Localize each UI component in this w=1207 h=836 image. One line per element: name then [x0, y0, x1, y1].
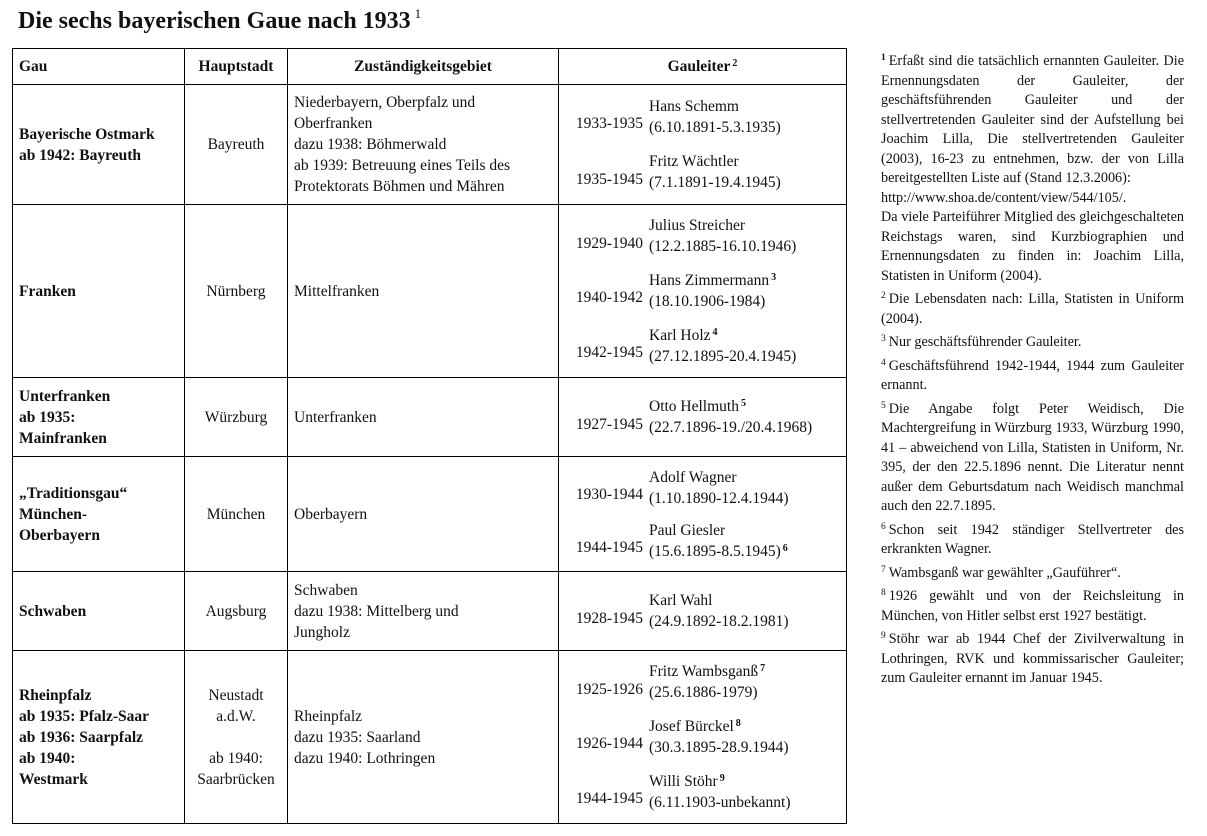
footnote-text: Erfaßt sind die tatsächlich ernannten Gauleiter. Die Ernennungsdaten der Gauleiter, der geschäftsführenden Gauleiter und der stellvertretenden Gauleiter sind der Aufstellung bei Joachim Lilla, Die stellvertretenden Gauleiter (2003), 16-23 zu entnehmen, bzw. der von Lilla bereitgestellten Liste auf (Stand 12.3.2006):: [881, 53, 1184, 186]
gauleiter-dates: (24.9.1892-18.2.1981): [649, 613, 789, 630]
gauleiter-dates-line: [649, 682, 846, 703]
hauptstadt-cell: [185, 205, 288, 378]
gauleiter-entry: [559, 661, 846, 703]
gauleiter-entry: [559, 96, 846, 138]
gauleiter-dates-line: [649, 236, 846, 257]
gauleiter-info: [649, 520, 846, 562]
table-row: [13, 572, 847, 651]
gebiet-cell-line: dazu 1940: Lothringen: [294, 749, 436, 767]
term-years: 1942-1945: [575, 344, 643, 362]
gauleiter-info: [649, 590, 846, 632]
hauptstadt-cell: [185, 651, 288, 824]
gau-cell: [13, 457, 185, 572]
gauleiter-dates: (25.6.1886-1979): [649, 684, 758, 702]
hauptstadt-cell-line: München: [206, 505, 266, 523]
gau-cell-line: ab 1940:: [19, 749, 76, 767]
gauleiter-name-line: [649, 716, 846, 737]
gauleiter-name: Otto Hellmuth: [649, 398, 739, 415]
term-years: 1944-1945: [575, 539, 643, 556]
gauleiter-dates: (6.10.1891-5.3.1935): [649, 118, 781, 136]
gau-cell-line: ab 1942: Bayreuth: [19, 146, 142, 164]
header-gebiet: Zuständigkeitsgebiet: [288, 49, 559, 85]
gauleiter-name-line: [649, 151, 846, 172]
gau-cell-line: Franken: [19, 282, 76, 300]
footnote-text: 1926 gewählt und von der Reichsleitung in München, von Hitler selbst erst 1927 bestätigt.: [881, 588, 1184, 624]
hauptstadt-cell: [185, 457, 288, 572]
gebiet-cell-line: Oberfranken: [294, 115, 373, 132]
footnote-number: 1: [881, 53, 886, 63]
hauptstadt-cell-line: Bayreuth: [207, 136, 265, 153]
gauleiter-dates: (27.12.1895-20.4.1945): [649, 347, 797, 365]
gau-cell-line: Mainfranken: [19, 429, 107, 447]
gebiet-cell: [288, 205, 559, 378]
gauleiter-name-line: [649, 325, 846, 346]
footnote-text: Die Angabe folgt Peter Weidisch, Die Machtergreifung in Würzburg 1933, Würzburg 1990, 41 – abweichend von Lilla, Statisten in Uniform, Nr. 395, der den 22.5.1896 nennt. Die Literatur nennt außer dem Geburtsdatum nach Weidisch manchmal auch den 22.7.1895.: [881, 400, 1184, 514]
footnote-number: 7: [881, 564, 886, 575]
gebiet-cell-line: Jungholz: [294, 623, 350, 641]
gau-cell: [13, 205, 185, 378]
gebiet-cell-line: dazu 1938: Mittelberg und: [294, 602, 459, 620]
gauleiter-dates-line: [649, 737, 846, 758]
term-years: 1935-1945: [575, 170, 643, 188]
gauleiter-name: Hans Schemm: [649, 97, 739, 115]
term-years: 1944-1945: [575, 790, 643, 808]
footnote-number: 8: [881, 588, 886, 598]
gauleiter-dates-line: [649, 346, 846, 367]
footnote-link[interactable]: http://www.shoa.de/content/view/544/105/.: [881, 189, 1127, 206]
hauptstadt-cell-line: a.d.W.: [216, 707, 256, 725]
term-years: 1930-1944: [575, 486, 643, 503]
gebiet-cell: [288, 651, 559, 824]
gauleiter-name-line: [649, 96, 846, 117]
gebiet-cell-line: dazu 1938: Böhmerwald: [294, 136, 447, 153]
hauptstadt-cell-line: ab 1940:: [209, 749, 263, 767]
gauleiter-name-line: [649, 661, 846, 682]
footnote-text-continued: Da viele Parteiführer Mitglied des gleichgeschalteten Reichstags waren, sind Kurzbiographien und Ernennungsdaten zu finden in: Joachim Lilla, Statisten in Uniform (2004).: [881, 209, 1184, 284]
footnote-number: 9: [881, 631, 886, 641]
gauleiter-name: Julius Streicher: [649, 217, 745, 235]
gauleiter-name-line: [649, 590, 846, 611]
footnote-text: Wambsganß war gewählter „Gauführer“.: [888, 564, 1121, 581]
gebiet-cell-line: Rheinpfalz: [294, 707, 363, 725]
footnote-text: Schon seit 1942 ständiger Stellvertreter des erkrankten Wagner.: [881, 521, 1184, 557]
gauleiter-dates-line: [649, 291, 846, 312]
gauleiter-name: Adolf Wagner: [649, 468, 737, 486]
gauleiter-dates-line: [649, 611, 846, 632]
gauleiter-name: Hans Zimmermann: [649, 271, 770, 289]
gau-cell: [13, 572, 185, 651]
header-gauleiter-text: Gauleiter: [667, 58, 731, 75]
gauleiter-info: [649, 270, 846, 312]
gauleiter-name: Fritz Wambsganß: [649, 663, 759, 681]
gau-cell-line: München-: [19, 505, 88, 523]
term-years: 1940-1942: [575, 289, 643, 307]
term-years: 1926-1944: [575, 735, 643, 753]
footnote-text: Die Lebensdaten nach: Lilla, Statisten in Uniform (2004).: [881, 291, 1184, 327]
footnote-2: [881, 290, 1184, 329]
gauleiter-cell: [559, 572, 847, 651]
footnote-5: [881, 400, 1184, 517]
gauleiter-info: [649, 96, 846, 138]
gauleiter-dates-line: [649, 172, 846, 193]
gaue-table: [12, 48, 847, 824]
footnote-ref: 7: [760, 663, 766, 675]
gau-cell-line: Oberbayern: [19, 526, 100, 544]
footnotes: [881, 52, 1184, 693]
footnote-number: 5: [881, 400, 886, 411]
gauleiter-entry: [559, 151, 846, 193]
gebiet-cell-line: Protektorats Böhmen und Mähren: [294, 178, 505, 195]
gauleiter-name-line: [649, 270, 846, 291]
gauleiter-cell: [559, 205, 847, 378]
gau-cell-line: Unterfranken: [19, 387, 111, 405]
footnote-ref: 6: [782, 542, 788, 554]
footnote-ref: 9: [719, 772, 725, 784]
header-gau: Gau: [13, 49, 185, 85]
header-gauleiter: [559, 49, 847, 85]
header-hauptstadt: Hauptstadt: [185, 49, 288, 85]
table-header-row: [13, 49, 847, 85]
footnote-text: Nur geschäftsführender Gauleiter.: [888, 334, 1082, 350]
gauleiter-list: [559, 457, 846, 571]
gauleiter-entry: [559, 771, 846, 813]
gauleiter-dates: (6.11.1903-unbekannt): [649, 793, 791, 811]
gauleiter-cell: [559, 378, 847, 457]
page-title-text: Die sechs bayerischen Gaue nach 1933: [18, 8, 411, 34]
gauleiter-entry: [559, 716, 846, 758]
gauleiter-entry: [559, 520, 846, 562]
term-years: 1933-1935: [575, 115, 643, 133]
gauleiter-list: [559, 378, 846, 456]
gau-cell-line: Schwaben: [19, 602, 87, 620]
gauleiter-info: [649, 661, 846, 703]
gauleiter-dates: (7.1.1891-19.4.1945): [649, 174, 781, 192]
gau-cell-line: Westmark: [19, 770, 88, 788]
gauleiter-info: [649, 215, 846, 257]
gebiet-cell: [288, 572, 559, 651]
footnote-ref: 4: [712, 326, 718, 338]
footnote-4: [881, 357, 1184, 396]
gauleiter-name-line: [649, 520, 846, 541]
hauptstadt-cell: [185, 572, 288, 651]
gauleiter-dates: (22.7.1896-19./20.4.1968): [649, 419, 813, 436]
footnote-number: 4: [881, 357, 886, 368]
gau-cell: [13, 651, 185, 824]
footnote-ref: 1: [414, 6, 422, 21]
gauleiter-dates-line: [649, 488, 846, 509]
gauleiter-info: [649, 151, 846, 193]
footnote-text: Geschäftsführend 1942-1944, 1944 zum Gauleiter ernannt.: [881, 357, 1184, 393]
gebiet-cell: [288, 378, 559, 457]
hauptstadt-cell: [185, 378, 288, 457]
gauleiter-list: [559, 572, 846, 650]
gebiet-cell-line: dazu 1935: Saarland: [294, 728, 421, 746]
term-years: 1929-1940: [575, 234, 643, 252]
gau-cell-line: ab 1935:: [19, 408, 76, 426]
gau-cell-line: ab 1935: Pfalz-Saar: [19, 707, 150, 725]
term-years: 1927-1945: [575, 415, 643, 433]
gauleiter-name-line: [649, 467, 846, 488]
footnote-number: 3: [881, 334, 886, 344]
footnote-number: 6: [881, 521, 886, 532]
gauleiter-dates: (15.6.1895-8.5.1945): [649, 542, 781, 560]
gauleiter-entry: [559, 270, 846, 312]
footnote-1: [881, 52, 1184, 286]
gauleiter-list: [559, 85, 846, 204]
gauleiter-list: [559, 205, 846, 377]
gebiet-cell: [288, 85, 559, 205]
gauleiter-dates: (12.2.1885-16.10.1946): [649, 238, 797, 256]
gauleiter-name-line: [649, 215, 846, 236]
gebiet-cell-line: Niederbayern, Oberpfalz und: [294, 94, 476, 111]
gebiet-cell-line: Mittelfranken: [294, 282, 380, 300]
gauleiter-name: Karl Holz: [649, 326, 711, 344]
gau-cell: [13, 378, 185, 457]
gauleiter-entry: [559, 396, 846, 438]
gauleiter-name: Karl Wahl: [649, 592, 713, 609]
gauleiter-dates: (30.3.1895-28.9.1944): [649, 738, 789, 756]
footnote-8: [881, 587, 1184, 626]
gauleiter-info: [649, 325, 846, 367]
gauleiter-info: [649, 396, 846, 438]
gauleiter-dates: (18.10.1906-1984): [649, 292, 766, 310]
gauleiter-dates-line: [649, 541, 846, 562]
gauleiter-name: Willi Stöhr: [649, 772, 718, 790]
gau-cell-line: ab 1936: Saarpfalz: [19, 728, 143, 746]
gauleiter-cell: [559, 651, 847, 824]
gauleiter-cell: [559, 85, 847, 205]
hauptstadt-cell-line: Neustadt: [208, 686, 264, 704]
hauptstadt-cell-line: [191, 727, 281, 748]
gauleiter-name: Fritz Wächtler: [649, 153, 739, 171]
table-row: [13, 85, 847, 205]
page-title: [18, 8, 421, 35]
gauleiter-dates-line: [649, 792, 846, 813]
footnote-9: [881, 630, 1184, 689]
footnote-ref: 8: [735, 717, 741, 729]
gauleiter-name-line: [649, 771, 846, 792]
hauptstadt-cell: [185, 85, 288, 205]
gauleiter-cell: [559, 457, 847, 572]
term-years: 1928-1945: [575, 609, 643, 627]
gauleiter-name: Josef Bürckel: [649, 717, 734, 735]
gauleiter-info: [649, 716, 846, 758]
term-years: 1925-1926: [575, 680, 643, 698]
gauleiter-name-line: [649, 396, 846, 417]
gau-cell-line: Bayerische Ostmark: [19, 125, 155, 143]
gauleiter-entry: [559, 590, 846, 632]
table-row: [13, 378, 847, 457]
footnote-ref: 3: [771, 271, 777, 283]
gauleiter-entry: [559, 467, 846, 509]
hauptstadt-cell-line: Würzburg: [204, 408, 268, 426]
footnote-ref: 2: [732, 58, 738, 69]
table-row: [13, 457, 847, 572]
footnote-text: Stöhr war ab 1944 Chef der Zivilverwaltung in Lothringen, RVK und kommissarischer Gauleiter; zum Gauleiter ernannt im Januar 1945.: [881, 631, 1184, 686]
gebiet-cell-line: Oberbayern: [294, 505, 368, 523]
footnote-number: 2: [881, 291, 886, 301]
gauleiter-dates-line: [649, 417, 846, 438]
table-body: [13, 85, 847, 824]
footnote-ref: 5: [740, 398, 746, 409]
gauleiter-dates: (1.10.1890-12.4.1944): [649, 489, 789, 507]
footnote-3: [881, 333, 1184, 353]
table-row: [13, 651, 847, 824]
hauptstadt-cell-line: Saarbrücken: [197, 770, 275, 788]
gebiet-cell-line: ab 1939: Betreuung eines Teils des: [294, 157, 511, 174]
gau-cell-line: „Traditionsgau“: [19, 484, 128, 502]
gauleiter-name: Paul Giesler: [649, 521, 726, 539]
gauleiter-dates-line: [649, 117, 846, 138]
gau-cell: [13, 85, 185, 205]
hauptstadt-cell-line: Nürnberg: [206, 282, 266, 300]
hauptstadt-cell-line: Augsburg: [205, 602, 267, 620]
footnote-7: [881, 564, 1184, 584]
gebiet-cell-line: Schwaben: [294, 581, 358, 599]
gauleiter-entry: [559, 325, 846, 367]
gauleiter-info: [649, 771, 846, 813]
gauleiter-entry: [559, 215, 846, 257]
footnote-6: [881, 521, 1184, 560]
gauleiter-list: [559, 651, 846, 823]
gebiet-cell-line: Unterfranken: [294, 408, 377, 426]
gauleiter-info: [649, 467, 846, 509]
gau-cell-line: Rheinpfalz: [19, 686, 92, 704]
gebiet-cell: [288, 457, 559, 572]
table-row: [13, 205, 847, 378]
